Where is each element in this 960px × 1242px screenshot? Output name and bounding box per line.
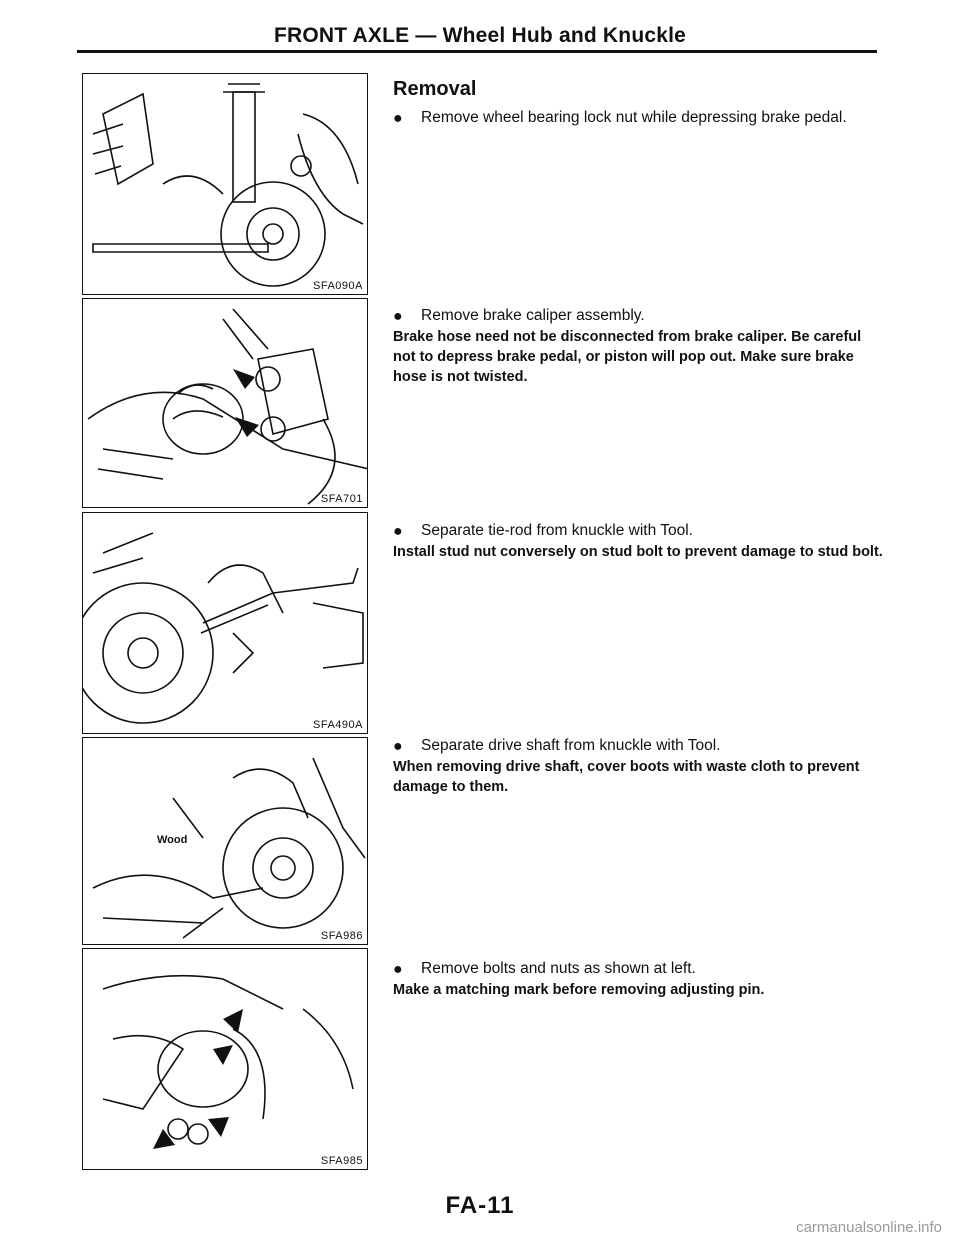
step-note: When removing drive shaft, cover boots with waste cloth to prevent damage to them. xyxy=(393,759,860,795)
step-text: ● Remove wheel bearing lock nut while depressing brake pedal. xyxy=(393,109,847,127)
bullet-icon: ● xyxy=(393,961,403,978)
illustration-wheel-hub xyxy=(83,74,368,295)
page-number: FA-11 xyxy=(445,1192,515,1219)
illustration-knuckle-bolts xyxy=(83,949,368,1170)
figure-code: SFA490A xyxy=(313,719,363,731)
figure-tie-rod-separation xyxy=(82,512,368,734)
removal-step-1 xyxy=(393,78,883,128)
header-rule xyxy=(77,50,877,53)
removal-step-4 xyxy=(393,735,883,797)
bullet-icon: ● xyxy=(393,738,403,755)
step-note: Brake hose need not be disconnected from brake caliper. Be careful not to depress brake pedal, or piston will pop out. Make sure brake hose is not twisted. xyxy=(393,329,862,385)
illustration-brake-caliper xyxy=(83,299,368,508)
section-heading: Removal xyxy=(393,78,477,100)
step-text: ● Remove bolts and nuts as shown at left. xyxy=(393,960,696,978)
figure-bolts-and-nuts xyxy=(82,948,368,1170)
page-title: FRONT AXLE — Wheel Hub and Knuckle xyxy=(273,24,687,47)
removal-step-3 xyxy=(393,520,883,562)
figure-code: SFA985 xyxy=(320,1155,363,1167)
illustration-tie-rod xyxy=(83,513,368,734)
bullet-icon: ● xyxy=(393,308,403,325)
step-note: Install stud nut conversely on stud bolt to prevent damage to stud bolt. xyxy=(393,544,883,560)
figure-code: SFA986 xyxy=(320,930,363,942)
step-text: ● Remove brake caliper assembly. xyxy=(393,307,645,325)
figure-code: SFA090A xyxy=(313,280,363,292)
step-text: ● Separate drive shaft from knuckle with Tool. xyxy=(393,737,721,755)
figure-code: SFA701 xyxy=(320,493,363,505)
step-text: ● Separate tie-rod from knuckle with Tool. xyxy=(393,522,693,540)
step-note: Make a matching mark before removing adjusting pin. xyxy=(393,982,765,998)
figure-drive-shaft-separation xyxy=(82,737,368,945)
bullet-icon: ● xyxy=(393,523,403,540)
removal-step-2 xyxy=(393,305,883,387)
figure-brake-caliper xyxy=(82,298,368,508)
bullet-icon: ● xyxy=(393,110,403,127)
illustration-drive-shaft xyxy=(83,738,368,945)
figure-lock-nut-removal xyxy=(82,73,368,295)
removal-step-5 xyxy=(393,958,883,1000)
watermark: carmanualsonline.info xyxy=(796,1219,942,1236)
wood-callout: Wood xyxy=(157,834,188,846)
